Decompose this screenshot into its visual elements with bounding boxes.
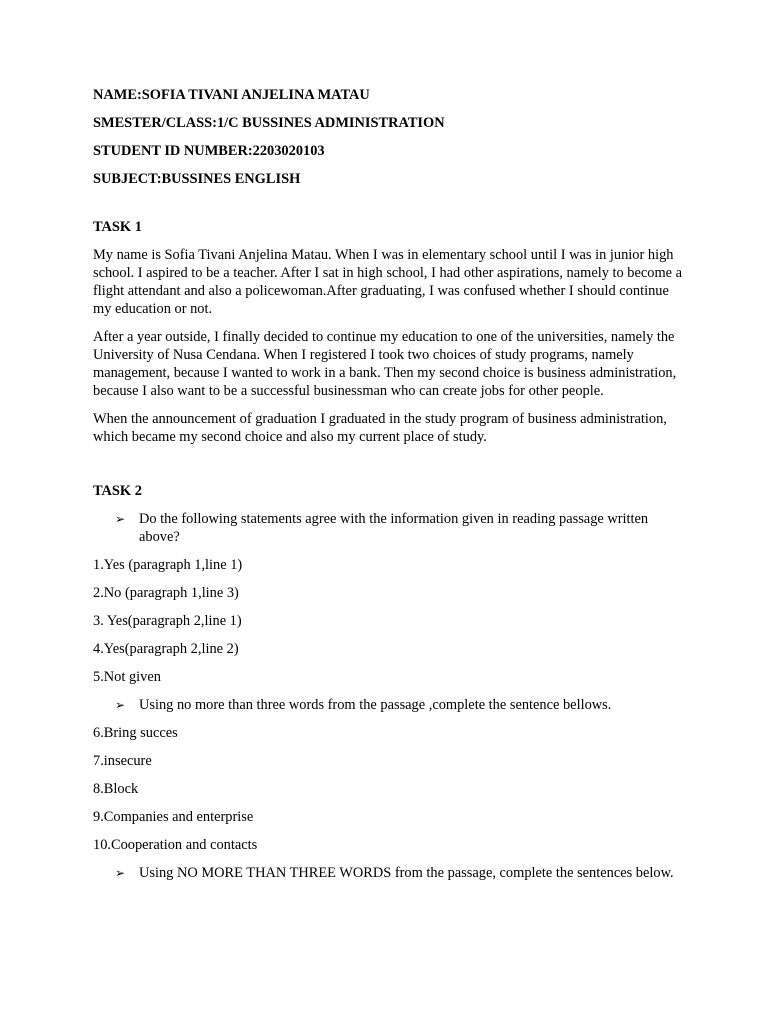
student-class: SMESTER/CLASS:1/C BUSSINES ADMINISTRATION: [93, 115, 445, 131]
arrow-bullet-icon: ➢: [115, 866, 126, 880]
answer-item: 6.Bring succes: [93, 725, 178, 741]
answer-item: 10.Cooperation and contacts: [93, 837, 258, 853]
answer-item: 7.insecure: [93, 753, 152, 769]
task1-title: TASK 1: [93, 219, 142, 235]
student-id: STUDENT ID NUMBER:2203020103: [93, 143, 325, 159]
answer-item: 9.Companies and enterprise: [93, 809, 254, 825]
instruction-text: Do the following statements agree with the information given in reading passage written above?: [139, 511, 649, 545]
instruction-text: Using no more than three words from the passage ,complete the sentence bellows.: [139, 697, 612, 713]
answer-item: 3. Yes(paragraph 2,line 1): [93, 613, 242, 629]
task2-title: TASK 2: [93, 483, 142, 499]
answer-item: 4.Yes(paragraph 2,line 2): [93, 641, 239, 657]
instruction-item: [115, 510, 685, 546]
task1-paragraph: After a year outside, I finally decided to continue my education to one of the universities, namely the University of Nusa Cendana. When I registered I took two choices of study programs, namely management, because I wanted to work in a bank. Then my second choice is business administration, because I also want to be a successful businessman who can create jobs for other people.: [93, 329, 677, 399]
task1-paragraph: When the announcement of graduation I graduated in the study program of business administration, which became my second choice and also my current place of study.: [93, 411, 667, 445]
subject: SUBJECT:BUSSINES ENGLISH: [93, 171, 301, 187]
answer-item: 8.Block: [93, 781, 139, 797]
arrow-bullet-icon: ➢: [115, 698, 126, 712]
answer-item: 5.Not given: [93, 669, 161, 685]
answer-item: 2.No (paragraph 1,line 3): [93, 585, 239, 601]
arrow-bullet-icon: ➢: [115, 512, 126, 526]
task1-paragraph: My name is Sofia Tivani Anjelina Matau. When I was in elementary school until I was in junior high school. I aspired to be a teacher. After I sat in high school, I had other aspirations, namely to become a flight attendant and also a policewoman.After graduating, I was confused whether I should continue my education or not.: [93, 247, 683, 317]
instruction-item: [115, 696, 685, 714]
answer-item: 1.Yes (paragraph 1,line 1): [93, 557, 243, 573]
instruction-text: Using NO MORE THAN THREE WORDS from the passage, complete the sentences below.: [139, 865, 674, 881]
student-name: NAME:SOFIA TIVANI ANJELINA MATAU: [93, 87, 370, 103]
instruction-item: [115, 864, 685, 882]
